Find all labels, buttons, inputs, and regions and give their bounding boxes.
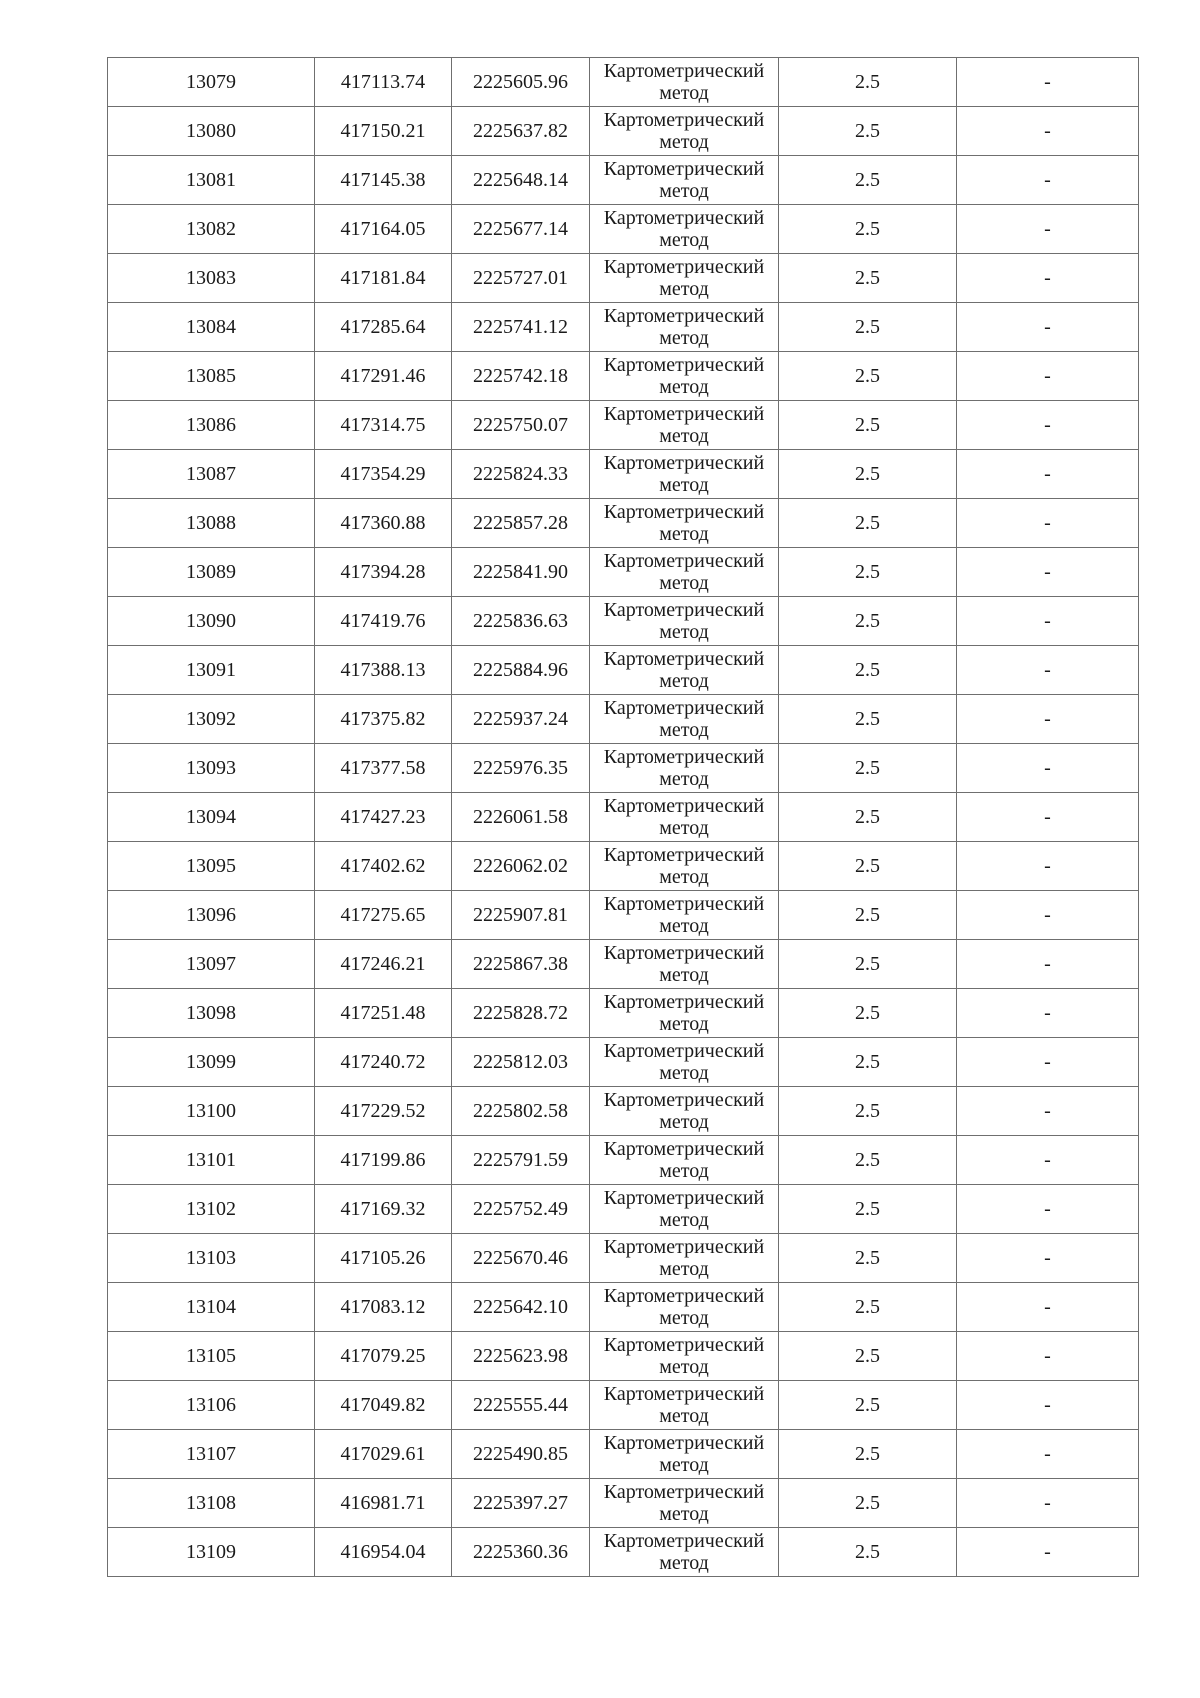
- table-row: [108, 646, 1139, 695]
- accuracy-cell: 2.5: [779, 401, 957, 450]
- point-number-cell: 13079: [108, 58, 315, 107]
- x-coordinate-cell: 417049.82: [315, 1381, 452, 1430]
- accuracy-cell: 2.5: [779, 1332, 957, 1381]
- accuracy-cell: 2.5: [779, 1430, 957, 1479]
- note-cell: -: [957, 1479, 1139, 1528]
- y-coordinate-cell: 2225677.14: [452, 205, 590, 254]
- point-number-cell: 13094: [108, 793, 315, 842]
- note-cell: -: [957, 205, 1139, 254]
- accuracy-cell: 2.5: [779, 156, 957, 205]
- point-number-cell: 13093: [108, 744, 315, 793]
- method-cell: [590, 156, 779, 205]
- method-line-1: Картометрический: [603, 746, 765, 768]
- note-cell: -: [957, 940, 1139, 989]
- note-cell: -: [957, 450, 1139, 499]
- method-line-1: Картометрический: [603, 1432, 765, 1454]
- x-coordinate-cell: 417402.62: [315, 842, 452, 891]
- point-number-cell: 13086: [108, 401, 315, 450]
- method-cell: [590, 548, 779, 597]
- note-cell: -: [957, 303, 1139, 352]
- method-line-2: метод: [659, 1111, 709, 1133]
- note-cell: -: [957, 107, 1139, 156]
- method-line-2: метод: [659, 180, 709, 202]
- method-cell: [590, 107, 779, 156]
- table-row: [108, 1430, 1139, 1479]
- y-coordinate-cell: 2225867.38: [452, 940, 590, 989]
- method-line-1: Картометрический: [603, 207, 765, 229]
- accuracy-cell: 2.5: [779, 499, 957, 548]
- method-line-1: Картометрический: [603, 697, 765, 719]
- note-cell: -: [957, 842, 1139, 891]
- x-coordinate-cell: 417083.12: [315, 1283, 452, 1332]
- accuracy-cell: 2.5: [779, 597, 957, 646]
- x-coordinate-cell: 417029.61: [315, 1430, 452, 1479]
- method-line-1: Картометрический: [603, 942, 765, 964]
- accuracy-cell: 2.5: [779, 891, 957, 940]
- table-row: [108, 107, 1139, 156]
- accuracy-cell: 2.5: [779, 695, 957, 744]
- y-coordinate-cell: 2225642.10: [452, 1283, 590, 1332]
- x-coordinate-cell: 417246.21: [315, 940, 452, 989]
- method-line-1: Картометрический: [603, 1138, 765, 1160]
- table-row: [108, 1234, 1139, 1283]
- method-line-2: метод: [659, 327, 709, 349]
- method-line-2: метод: [659, 915, 709, 937]
- note-cell: -: [957, 597, 1139, 646]
- x-coordinate-cell: 417113.74: [315, 58, 452, 107]
- accuracy-cell: 2.5: [779, 1038, 957, 1087]
- point-number-cell: 13098: [108, 989, 315, 1038]
- y-coordinate-cell: 2225397.27: [452, 1479, 590, 1528]
- accuracy-cell: 2.5: [779, 1283, 957, 1332]
- table-row: [108, 793, 1139, 842]
- y-coordinate-cell: 2225907.81: [452, 891, 590, 940]
- method-line-1: Картометрический: [603, 452, 765, 474]
- method-line-1: Картометрический: [603, 844, 765, 866]
- table-row: [108, 1087, 1139, 1136]
- x-coordinate-cell: 417169.32: [315, 1185, 452, 1234]
- accuracy-cell: 2.5: [779, 940, 957, 989]
- x-coordinate-cell: 417079.25: [315, 1332, 452, 1381]
- method-cell: [590, 1479, 779, 1528]
- method-cell: [590, 1038, 779, 1087]
- method-cell: [590, 793, 779, 842]
- method-line-1: Картометрический: [603, 1089, 765, 1111]
- note-cell: -: [957, 1234, 1139, 1283]
- accuracy-cell: 2.5: [779, 205, 957, 254]
- table-row: [108, 1528, 1139, 1577]
- table-row: [108, 401, 1139, 450]
- point-number-cell: 13083: [108, 254, 315, 303]
- x-coordinate-cell: 417150.21: [315, 107, 452, 156]
- y-coordinate-cell: 2225824.33: [452, 450, 590, 499]
- y-coordinate-cell: 2225490.85: [452, 1430, 590, 1479]
- note-cell: -: [957, 1038, 1139, 1087]
- note-cell: -: [957, 1136, 1139, 1185]
- y-coordinate-cell: 2226061.58: [452, 793, 590, 842]
- note-cell: -: [957, 793, 1139, 842]
- accuracy-cell: 2.5: [779, 107, 957, 156]
- method-line-1: Картометрический: [603, 1285, 765, 1307]
- accuracy-cell: 2.5: [779, 1528, 957, 1577]
- y-coordinate-cell: 2225791.59: [452, 1136, 590, 1185]
- method-line-1: Картометрический: [603, 1236, 765, 1258]
- x-coordinate-cell: 417419.76: [315, 597, 452, 646]
- method-cell: [590, 1430, 779, 1479]
- point-number-cell: 13109: [108, 1528, 315, 1577]
- method-cell: [590, 989, 779, 1038]
- accuracy-cell: 2.5: [779, 793, 957, 842]
- x-coordinate-cell: 417375.82: [315, 695, 452, 744]
- method-line-1: Картометрический: [603, 599, 765, 621]
- y-coordinate-cell: 2225670.46: [452, 1234, 590, 1283]
- table-row: [108, 303, 1139, 352]
- x-coordinate-cell: 417199.86: [315, 1136, 452, 1185]
- table-row: [108, 891, 1139, 940]
- table-row: [108, 205, 1139, 254]
- method-cell: [590, 499, 779, 548]
- table-body: [108, 58, 1139, 1577]
- method-line-2: метод: [659, 131, 709, 153]
- method-line-2: метод: [659, 1258, 709, 1280]
- method-cell: [590, 205, 779, 254]
- method-cell: [590, 254, 779, 303]
- accuracy-cell: 2.5: [779, 1381, 957, 1430]
- method-line-1: Картометрический: [603, 893, 765, 915]
- note-cell: -: [957, 254, 1139, 303]
- note-cell: -: [957, 1430, 1139, 1479]
- x-coordinate-cell: 417145.38: [315, 156, 452, 205]
- method-line-2: метод: [659, 474, 709, 496]
- x-coordinate-cell: 417240.72: [315, 1038, 452, 1087]
- method-line-2: метод: [659, 1552, 709, 1574]
- x-coordinate-cell: 417164.05: [315, 205, 452, 254]
- point-number-cell: 13081: [108, 156, 315, 205]
- point-number-cell: 13097: [108, 940, 315, 989]
- method-cell: [590, 450, 779, 499]
- y-coordinate-cell: 2225555.44: [452, 1381, 590, 1430]
- method-line-2: метод: [659, 1209, 709, 1231]
- method-line-1: Картометрический: [603, 158, 765, 180]
- method-line-2: метод: [659, 719, 709, 741]
- accuracy-cell: 2.5: [779, 254, 957, 303]
- method-line-1: Картометрический: [603, 109, 765, 131]
- table-row: [108, 1381, 1139, 1430]
- point-number-cell: 13084: [108, 303, 315, 352]
- accuracy-cell: 2.5: [779, 646, 957, 695]
- accuracy-cell: 2.5: [779, 450, 957, 499]
- note-cell: -: [957, 499, 1139, 548]
- point-number-cell: 13088: [108, 499, 315, 548]
- table-row: [108, 1185, 1139, 1234]
- method-line-1: Картометрический: [603, 991, 765, 1013]
- method-line-1: Картометрический: [603, 1530, 765, 1552]
- point-number-cell: 13092: [108, 695, 315, 744]
- note-cell: -: [957, 352, 1139, 401]
- method-line-2: метод: [659, 376, 709, 398]
- method-cell: [590, 891, 779, 940]
- method-line-1: Картометрический: [603, 795, 765, 817]
- note-cell: -: [957, 695, 1139, 744]
- note-cell: -: [957, 989, 1139, 1038]
- method-line-2: метод: [659, 1356, 709, 1378]
- note-cell: -: [957, 1283, 1139, 1332]
- note-cell: -: [957, 1185, 1139, 1234]
- table-row: [108, 156, 1139, 205]
- x-coordinate-cell: 417251.48: [315, 989, 452, 1038]
- table-row: [108, 695, 1139, 744]
- method-cell: [590, 842, 779, 891]
- note-cell: -: [957, 548, 1139, 597]
- method-line-2: метод: [659, 1307, 709, 1329]
- method-line-2: метод: [659, 621, 709, 643]
- point-number-cell: 13101: [108, 1136, 315, 1185]
- method-line-2: метод: [659, 82, 709, 104]
- x-coordinate-cell: 417377.58: [315, 744, 452, 793]
- point-number-cell: 13108: [108, 1479, 315, 1528]
- method-line-2: метод: [659, 1013, 709, 1035]
- method-cell: [590, 646, 779, 695]
- accuracy-cell: 2.5: [779, 1136, 957, 1185]
- point-number-cell: 13096: [108, 891, 315, 940]
- method-line-1: Картометрический: [603, 501, 765, 523]
- y-coordinate-cell: 2225750.07: [452, 401, 590, 450]
- note-cell: -: [957, 744, 1139, 793]
- y-coordinate-cell: 2225605.96: [452, 58, 590, 107]
- table-row: [108, 597, 1139, 646]
- accuracy-cell: 2.5: [779, 842, 957, 891]
- method-cell: [590, 597, 779, 646]
- point-number-cell: 13105: [108, 1332, 315, 1381]
- method-line-2: метод: [659, 1405, 709, 1427]
- accuracy-cell: 2.5: [779, 1479, 957, 1528]
- point-number-cell: 13103: [108, 1234, 315, 1283]
- note-cell: -: [957, 1381, 1139, 1430]
- y-coordinate-cell: 2225741.12: [452, 303, 590, 352]
- y-coordinate-cell: 2225752.49: [452, 1185, 590, 1234]
- method-line-1: Картометрический: [603, 1383, 765, 1405]
- y-coordinate-cell: 2226062.02: [452, 842, 590, 891]
- method-cell: [590, 352, 779, 401]
- point-number-cell: 13085: [108, 352, 315, 401]
- method-cell: [590, 744, 779, 793]
- y-coordinate-cell: 2225836.63: [452, 597, 590, 646]
- method-cell: [590, 401, 779, 450]
- method-line-1: Картометрический: [603, 550, 765, 572]
- x-coordinate-cell: 417360.88: [315, 499, 452, 548]
- method-cell: [590, 1381, 779, 1430]
- table-row: [108, 450, 1139, 499]
- method-line-1: Картометрический: [603, 648, 765, 670]
- accuracy-cell: 2.5: [779, 548, 957, 597]
- method-line-2: метод: [659, 425, 709, 447]
- method-line-2: метод: [659, 1503, 709, 1525]
- point-number-cell: 13089: [108, 548, 315, 597]
- y-coordinate-cell: 2225360.36: [452, 1528, 590, 1577]
- method-cell: [590, 940, 779, 989]
- method-cell: [590, 303, 779, 352]
- x-coordinate-cell: 417291.46: [315, 352, 452, 401]
- table-row: [108, 58, 1139, 107]
- table-row: [108, 1479, 1139, 1528]
- accuracy-cell: 2.5: [779, 303, 957, 352]
- table-row: [108, 989, 1139, 1038]
- method-cell: [590, 695, 779, 744]
- point-number-cell: 13082: [108, 205, 315, 254]
- method-cell: [590, 1528, 779, 1577]
- method-line-1: Картометрический: [603, 1040, 765, 1062]
- point-number-cell: 13104: [108, 1283, 315, 1332]
- method-cell: [590, 1087, 779, 1136]
- y-coordinate-cell: 2225841.90: [452, 548, 590, 597]
- table-row: [108, 1038, 1139, 1087]
- point-number-cell: 13091: [108, 646, 315, 695]
- accuracy-cell: 2.5: [779, 352, 957, 401]
- table-row: [108, 499, 1139, 548]
- note-cell: -: [957, 646, 1139, 695]
- x-coordinate-cell: 417105.26: [315, 1234, 452, 1283]
- x-coordinate-cell: 417181.84: [315, 254, 452, 303]
- method-line-2: метод: [659, 817, 709, 839]
- y-coordinate-cell: 2225937.24: [452, 695, 590, 744]
- accuracy-cell: 2.5: [779, 1185, 957, 1234]
- table-row: [108, 352, 1139, 401]
- method-line-2: метод: [659, 278, 709, 300]
- point-number-cell: 13095: [108, 842, 315, 891]
- table-row: [108, 940, 1139, 989]
- method-line-2: метод: [659, 866, 709, 888]
- method-cell: [590, 1332, 779, 1381]
- method-line-2: метод: [659, 768, 709, 790]
- point-number-cell: 13102: [108, 1185, 315, 1234]
- y-coordinate-cell: 2225623.98: [452, 1332, 590, 1381]
- x-coordinate-cell: 417229.52: [315, 1087, 452, 1136]
- y-coordinate-cell: 2225648.14: [452, 156, 590, 205]
- x-coordinate-cell: 417285.64: [315, 303, 452, 352]
- method-line-1: Картометрический: [603, 403, 765, 425]
- table-row: [108, 1332, 1139, 1381]
- x-coordinate-cell: 417354.29: [315, 450, 452, 499]
- table-row: [108, 254, 1139, 303]
- table-row: [108, 744, 1139, 793]
- method-cell: [590, 1234, 779, 1283]
- y-coordinate-cell: 2225637.82: [452, 107, 590, 156]
- y-coordinate-cell: 2225976.35: [452, 744, 590, 793]
- method-line-1: Картометрический: [603, 1187, 765, 1209]
- method-cell: [590, 1283, 779, 1332]
- x-coordinate-cell: 416981.71: [315, 1479, 452, 1528]
- accuracy-cell: 2.5: [779, 58, 957, 107]
- method-line-2: метод: [659, 1062, 709, 1084]
- note-cell: -: [957, 401, 1139, 450]
- method-line-1: Картометрический: [603, 1334, 765, 1356]
- method-cell: [590, 58, 779, 107]
- method-line-2: метод: [659, 670, 709, 692]
- method-line-1: Картометрический: [603, 354, 765, 376]
- point-number-cell: 13107: [108, 1430, 315, 1479]
- point-number-cell: 13099: [108, 1038, 315, 1087]
- note-cell: -: [957, 58, 1139, 107]
- method-line-2: метод: [659, 1454, 709, 1476]
- x-coordinate-cell: 417388.13: [315, 646, 452, 695]
- method-line-2: метод: [659, 523, 709, 545]
- note-cell: -: [957, 156, 1139, 205]
- accuracy-cell: 2.5: [779, 744, 957, 793]
- method-line-2: метод: [659, 964, 709, 986]
- x-coordinate-cell: 417427.23: [315, 793, 452, 842]
- point-number-cell: 13100: [108, 1087, 315, 1136]
- method-line-2: метод: [659, 572, 709, 594]
- accuracy-cell: 2.5: [779, 1087, 957, 1136]
- method-line-1: Картометрический: [603, 256, 765, 278]
- note-cell: -: [957, 891, 1139, 940]
- method-line-1: Картометрический: [603, 305, 765, 327]
- y-coordinate-cell: 2225727.01: [452, 254, 590, 303]
- y-coordinate-cell: 2225857.28: [452, 499, 590, 548]
- method-cell: [590, 1185, 779, 1234]
- accuracy-cell: 2.5: [779, 989, 957, 1038]
- table-row: [108, 842, 1139, 891]
- y-coordinate-cell: 2225742.18: [452, 352, 590, 401]
- method-line-1: Картометрический: [603, 60, 765, 82]
- table-row: [108, 1136, 1139, 1185]
- accuracy-cell: 2.5: [779, 1234, 957, 1283]
- table-row: [108, 548, 1139, 597]
- method-line-2: метод: [659, 229, 709, 251]
- x-coordinate-cell: 417314.75: [315, 401, 452, 450]
- y-coordinate-cell: 2225812.03: [452, 1038, 590, 1087]
- x-coordinate-cell: 416954.04: [315, 1528, 452, 1577]
- point-number-cell: 13080: [108, 107, 315, 156]
- point-number-cell: 13090: [108, 597, 315, 646]
- point-number-cell: 13106: [108, 1381, 315, 1430]
- y-coordinate-cell: 2225802.58: [452, 1087, 590, 1136]
- method-line-2: метод: [659, 1160, 709, 1182]
- document-page: [107, 57, 1138, 1577]
- x-coordinate-cell: 417275.65: [315, 891, 452, 940]
- note-cell: -: [957, 1087, 1139, 1136]
- y-coordinate-cell: 2225884.96: [452, 646, 590, 695]
- y-coordinate-cell: 2225828.72: [452, 989, 590, 1038]
- note-cell: -: [957, 1528, 1139, 1577]
- coordinates-table: [107, 57, 1139, 1577]
- point-number-cell: 13087: [108, 450, 315, 499]
- note-cell: -: [957, 1332, 1139, 1381]
- method-line-1: Картометрический: [603, 1481, 765, 1503]
- table-row: [108, 1283, 1139, 1332]
- x-coordinate-cell: 417394.28: [315, 548, 452, 597]
- method-cell: [590, 1136, 779, 1185]
